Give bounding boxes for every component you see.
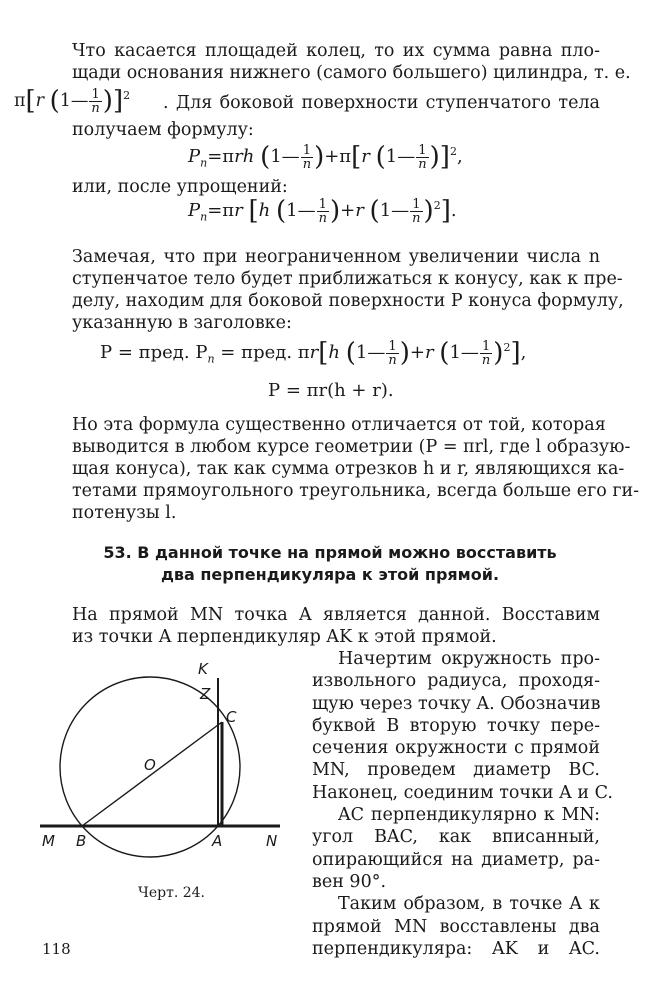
section-heading [90, 542, 570, 586]
text-line: На прямой MN точка A является данной. Восставим [72, 605, 600, 625]
text-line: Таким образом, в точке A к [338, 894, 600, 915]
label-b: B [76, 832, 87, 850]
text-line: извольного радиуса, проходя- [312, 671, 600, 692]
diameter-bc [82, 722, 222, 826]
formula-limit-prefix: P = пред. P [100, 342, 208, 363]
text-line: или, после упрощений: [72, 177, 288, 197]
text-line: щади основания нижнего (самого большего) цилиндра, т. е. [72, 63, 631, 83]
label-a: A [212, 832, 223, 850]
figure-24 [0, 650, 300, 880]
label-c: C [226, 708, 237, 726]
text-line: буквой B вторую точку пере- [312, 715, 600, 736]
formula-result: P = πr(h + r). [268, 380, 394, 401]
text-line: потенузы l. [72, 503, 177, 523]
paragraph-simplified [72, 176, 600, 198]
text-line: сечения окружности с прямой [312, 738, 600, 759]
text-line: делу, находим для боковой поверхности P конуса формулу, [72, 291, 624, 311]
paragraph-rings-cont2 [72, 119, 600, 141]
text-line: Начертим окружность про- [338, 649, 600, 669]
label-k: K [198, 660, 208, 678]
paragraph-rings [72, 40, 631, 84]
text-line: Но эта формула существенно отличается от той, которая [72, 415, 606, 435]
text-line: выводится в любом курсе геометрии (P = πrl, где l образую- [72, 437, 631, 457]
label-n: N [266, 832, 278, 850]
text-line: Замечая, что при неограниченном увеличении числа n [72, 247, 600, 267]
text-line: щую через точку A. Обозначив [312, 693, 601, 714]
right-column-text [312, 648, 613, 960]
label-o: O [144, 756, 156, 774]
text-line: угол BAC, как вписанный, [312, 827, 600, 848]
formula-lateral-surface: $P_n=\pi rh$ (1— $\frac{1}{n}$ )+π[r (1— $\frac{1}{n}$ )]$^2$, [188, 142, 463, 172]
text-line: вен 90°. [312, 871, 387, 892]
label-m: M [42, 832, 55, 850]
paragraph-compare [72, 414, 640, 524]
text-line: ступенчатое тело будет приближаться к конусу, как к пре- [72, 269, 623, 289]
text-line: указанную в заголовке: [72, 313, 292, 333]
page-number: 118 [42, 940, 71, 958]
text-line: прямой MN восставлены два [312, 916, 600, 937]
text-line: . Для боковой поверхности ступенчатого тела [163, 93, 600, 113]
text-line: перпендикуляра: AK и AC. [312, 938, 600, 959]
inline-formula-area: π[r (1— $\frac{1}{n}$ )]$^2$ [14, 86, 131, 116]
paragraph-perpendicular [72, 604, 600, 648]
text-line: получаем формулу: [72, 120, 254, 140]
text-line: Что касается площадей колец, то их сумма равна пло- [72, 41, 600, 61]
text-line: MN, проведем диаметр BC. [312, 760, 600, 781]
paragraph-rings-cont [163, 92, 600, 114]
figure-caption: Черт. 24. [138, 885, 205, 901]
text-line: из точки A перпендикуляр AK к этой прямой. [72, 627, 497, 647]
formula-limit-mid: = пред. [220, 342, 293, 363]
text-line: AC перпендикулярно к MN: [338, 805, 600, 826]
text-line: щая конуса), так как сумма отрезков h и r, являющихся ка- [72, 459, 625, 479]
text-line: тетами прямоугольного треугольника, всегда больше его ги- [72, 481, 640, 501]
text-line: опирающийся на диаметр, ра- [312, 849, 600, 870]
heading-line: 53. В данной точке на прямой можно восставить [103, 543, 557, 562]
formula-limit: P = пред. $P_n$ = пред. πr[h (1— $\frac{1}{n}$ )+r (1— $\frac{1}{n}$ )$^2$], [100, 338, 527, 368]
heading-line: два перпендикуляра к этой прямой. [160, 565, 500, 584]
text-line: Наконец, соединим точки A и C. [312, 782, 613, 803]
paragraph-limit [72, 246, 624, 334]
formula-simplified: $P_n=\pi r$ [h (1— $\frac{1}{n}$ )+r (1— $\frac{1}{n}$ )$^2$]. [188, 196, 457, 226]
label-z: Z [200, 685, 211, 703]
